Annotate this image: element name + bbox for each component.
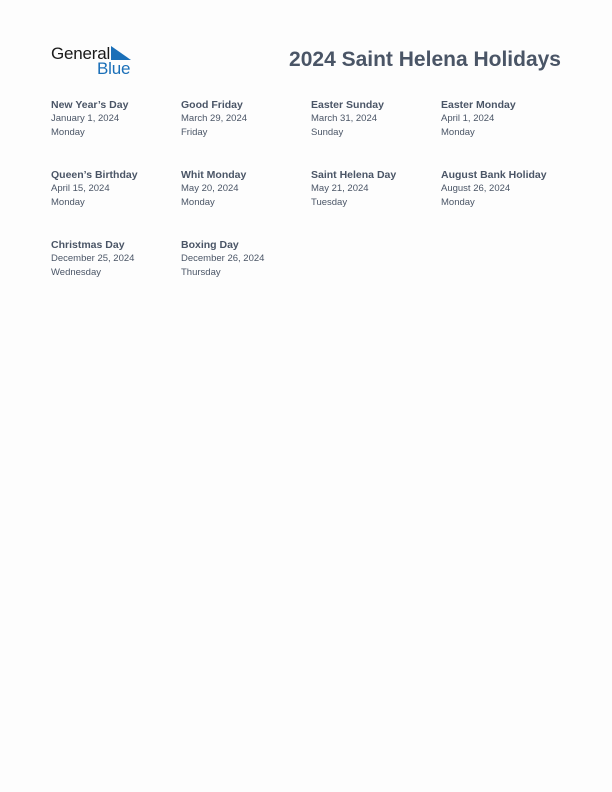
- holiday-date: April 1, 2024: [441, 113, 495, 124]
- holiday-item: [181, 238, 311, 290]
- holiday-date: August 26, 2024: [441, 183, 511, 194]
- holiday-date: December 25, 2024: [51, 253, 135, 264]
- holiday-item: [181, 98, 311, 150]
- holiday-name: August Bank Holiday: [441, 169, 547, 181]
- holiday-date: March 31, 2024: [311, 113, 378, 124]
- holiday-item: [311, 168, 441, 220]
- holiday-grid: [51, 98, 571, 290]
- page-title: 2024 Saint Helena Holidays: [289, 48, 561, 71]
- holiday-weekday: Friday: [181, 127, 208, 138]
- holiday-weekday: Monday: [441, 197, 475, 208]
- holiday-name: Christmas Day: [51, 239, 125, 251]
- holiday-name: Boxing Day: [181, 239, 239, 251]
- holiday-weekday: Wednesday: [51, 267, 101, 278]
- holiday-weekday: Monday: [51, 127, 85, 138]
- holiday-weekday: Sunday: [311, 127, 344, 138]
- holiday-weekday: Monday: [441, 127, 475, 138]
- logo-text-general: General: [51, 44, 111, 63]
- logo-text-blue: Blue: [97, 59, 131, 78]
- holiday-item: [51, 168, 181, 220]
- triangle-flag-icon: [111, 46, 131, 60]
- holiday-name: Easter Sunday: [311, 99, 384, 111]
- holiday-date: January 1, 2024: [51, 113, 120, 124]
- holiday-date: December 26, 2024: [181, 253, 265, 264]
- holiday-name: Good Friday: [181, 99, 243, 111]
- holiday-name: New Year’s Day: [51, 99, 129, 111]
- holiday-item: [51, 98, 181, 150]
- holiday-name: Saint Helena Day: [311, 169, 397, 181]
- holiday-name: Easter Monday: [441, 99, 516, 111]
- holiday-item: [51, 238, 181, 290]
- holiday-date: May 21, 2024: [311, 183, 369, 194]
- holiday-weekday: Monday: [51, 197, 85, 208]
- holiday-item: [441, 98, 571, 150]
- holiday-name: Queen’s Birthday: [51, 169, 138, 181]
- holiday-date: March 29, 2024: [181, 113, 248, 124]
- holiday-weekday: Thursday: [181, 267, 221, 278]
- holiday-item: [311, 98, 441, 150]
- generalblue-logo: [51, 44, 141, 78]
- holiday-date: April 15, 2024: [51, 183, 110, 194]
- holiday-date: May 20, 2024: [181, 183, 239, 194]
- holiday-weekday: Monday: [181, 197, 215, 208]
- holiday-item: [441, 168, 571, 220]
- holiday-name: Whit Monday: [181, 169, 247, 181]
- holiday-weekday: Tuesday: [311, 197, 348, 208]
- holiday-item: [181, 168, 311, 220]
